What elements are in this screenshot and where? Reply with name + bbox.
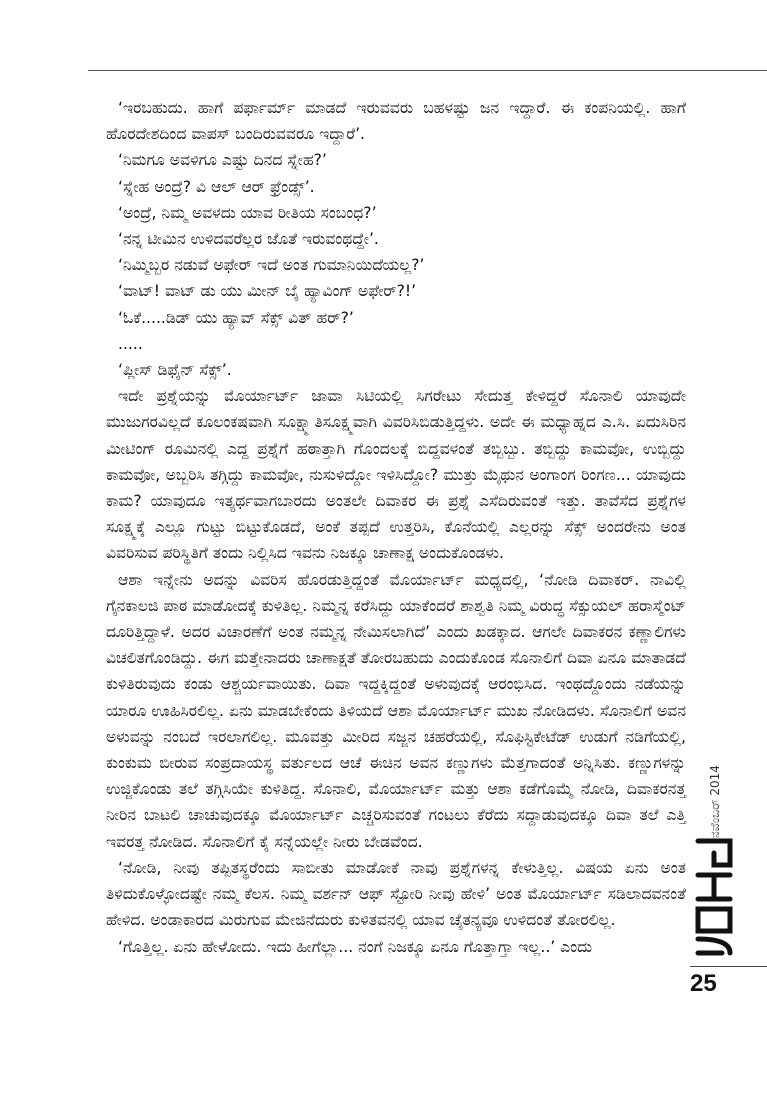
article-paragraph: ..... <box>118 334 143 353</box>
article-body <box>106 95 686 960</box>
issue-date: ನವೆಂಬರ್ 2014 <box>708 765 722 838</box>
article-paragraph: ‘ನಿಮ್ಮಿಬ್ಬರ ನಡುವೆ ಅಫೇರ್ ಇದೆ ಅಂತ ಗುಮಾನಿಯಿದೆಯಲ್ಲ?’ <box>118 256 425 275</box>
top-rule <box>88 70 767 71</box>
magazine-sidebar <box>692 835 736 959</box>
article-paragraph: ಇದೇ ಪ್ರಶ್ನೆಯನ್ನು ಮೊರ್ಯಾರ್ಟ್ ಜಾವಾ ಸಿಟಿಯಲ್ಲಿ ಸಿಗರೇಟು ಸೇದುತ್ತ ಕೇಳಿದ್ದರೆ ಸೊನಾಲಿ ಯಾವುದೇ ಮುಜುಗರವಿಲ್ಲದೆ ಕೂಲಂಕಷವಾಗಿ ಸೂಕ್ಷ್ಮಾತಿಸೂಕ್ಷ್ಮವಾಗಿ ವಿವರಿಸಿಬಿಡುತ್ತಿದ್ದಳು. ಅದೇ ಈ ಮಧ್ಯಾಹ್ನದ ಎ.ಸಿ. ಏದುಸಿರಿನ ಮೀಟಿಂಗ್ ರೂಮಿನಲ್ಲಿ ಎದ್ದ ಪ್ರಶ್ನೆಗೆ ಹಠಾತ್ತಾಗಿ ಗೊಂದಲಕ್ಕೆ ಬಿದ್ದವಳಂತೆ ತಬ್ಬಿಬ್ಬು. ತಬ್ಬಿದ್ದು ಕಾಮವೋ, ಉಬ್ಬಿದ್ದು ಕಾಮವೋ, ಅಬ್ಬರಿಸಿ ತಗ್ಗಿದ್ದು ಕಾಮವೋ, ನುಸುಳಿದ್ದೋ ಇಳಿಸಿದ್ದೋ? ಮುತ್ತು ಮೈಥುನ ಅಂಗಾಂಗ ರಿಂಗಣ... ಯಾವುದು ಕಾಮ? ಯಾವುದೂ ಇತ್ಯರ್ಥವಾಗಬಾರದು ಅಂತಲೇ ದಿವಾಕರ ಈ ಪ್ರಶ್ನೆ ಎಸೆದಿರುವಂತೆ ಇತ್ತು. ತಾವೆಸೆದ ಪ್ರಶ್ನೆಗಳ ಸೂಕ್ಷ್ಮಕ್ಕೆ ಎಲ್ಲೂ ಗುಟ್ಟು ಬಿಟ್ಟುಕೊಡದೆ, ಅಂಕೆ ತಪ್ಪದೆ ಉತ್ತರಿಸಿ, ಕೊನೆಯಲ್ಲಿ ಎಲ್ಲರನ್ನು ಸೆಕ್ಸ್ ಅಂದರೇನು ಅಂತ ವಿವರಿಸುವ ಪರಿಸ್ಥಿತಿಗೆ ತಂದು ನಿಲ್ಲಿಸಿದ ಇವನು ನಿಜಕ್ಕೂ ಚಾಣಾಕ್ಷ ಅಂದುಕೊಂಡಳು. <box>106 387 686 563</box>
article-paragraph: ‘ಗೊತ್ತಿಲ್ಲ. ಏನು ಹೇಳೋದು. ಇದು ಹೀಗೆಲ್ಲಾ... ನಂಗೆ ನಿಜಕ್ಕೂ ಏನೂ ಗೊತ್ತಾಗ್ತಾ ಇಲ್ಲ..’ ಎಂದು <box>118 937 593 956</box>
article-paragraph: ‘ವಾಟ್! ವಾಟ್ ಡು ಯು ಮೀನ್ ಬೈ ಹ್ಯಾವಿಂಗ್ ಅಫೇರ್?!’ <box>118 282 417 301</box>
article-paragraph: ‘ಪ್ಲೀಸ್ ಡಿಫೈನ್ ಸೆಕ್ಸ್’. <box>118 361 232 380</box>
article-paragraph: ‘ನನ್ನ ಟೀಮಿನ ಉಳಿದವರೆಲ್ಲರ ಜೊತೆ ಇರುವಂಥದ್ದೇ’. <box>118 230 379 249</box>
bottom-rule <box>690 966 767 967</box>
article-paragraph: ‘ನಿಮಗೂ ಅವಳಿಗೂ ಎಷ್ಟು ದಿನದ ಸ್ನೇಹ?’ <box>118 151 327 170</box>
article-paragraph: ‘ಓಕೆ.....ಡಿಡ್ ಯು ಹ್ಯಾವ್ ಸೆಕ್ಸ್ ವಿತ್ ಹರ್?’ <box>118 308 354 327</box>
page-number: 25 <box>690 970 717 997</box>
article-paragraph: ಆಶಾ ಇನ್ನೇನು ಅದನ್ನು ವಿವರಿಸ ಹೊರಡುತ್ತಿದ್ದಂತೆ ಮೊರ್ಯಾರ್ಟ್ ಮಧ್ಯದಲ್ಲಿ, ‘ನೋಡಿ ದಿವಾಕರ್. ನಾವಿಲ್ಲಿ ಗೈನಕಾಲಜಿ ಪಾಠ ಮಾಡೋದಕ್ಕೆ ಕುಳಿತಿಲ್ಲ. ನಿಮ್ಮನ್ನ ಕರೆಸಿದ್ದು ಯಾಕೆಂದರೆ ಶಾಶ್ವತಿ ನಿಮ್ಮ ವಿರುದ್ಧ ಸೆಕ್ಸುಯಲ್ ಹರಾಸ್ಮೆಂಟ್ ದೂರಿತ್ತಿದ್ದಾಳೆ. ಅದರ ವಿಚಾರಣೆಗೆ ಅಂತ ನಮ್ಮನ್ನ ನೇಮಿಸಲಾಗಿದೆ’ ಎಂದು ಖಡಕ್ಕಾದ. ಆಗಲೇ ದಿವಾಕರನ ಕಣ್ಣಾಲಿಗಳು ವಿಚಲಿತಗೊಂಡಿದ್ದು. ಈಗ ಮತ್ತೇನಾದರು ಚಾಣಾಕ್ಷತೆ ತೋರಬಹುದು ಎಂದುಕೊಂಡ ಸೊನಾಲಿಗೆ ದಿವಾ ಏನೂ ಮಾತಾಡದೆ ಕುಳಿತಿರುವುದು ಕಂಡು ಆಶ್ಚರ್ಯವಾಯಿತು. ದಿವಾ ಇದ್ದಕ್ಕಿದ್ದಂತೆ ಅಳುವುದಕ್ಕೆ ಆರಂಭಿಸಿದ. ಇಂಥದ್ದೊಂದು ನಡೆಯನ್ನು ಯಾರೂ ಊಹಿಸಿರಲಿಲ್ಲ. ಏನು ಮಾಡಬೇಕೆಂದು ತಿಳಿಯದೆ ಆಶಾ ಮೊರ್ಯಾರ್ಟ್ ಮುಖ ನೋಡಿದಳು. ಸೊನಾಲಿಗೆ ಅವನ ಅಳುವನ್ನು ನಂಬದೆ ಇರಲಾಗಲಿಲ್ಲ. ಮೂವತ್ತು ಮೀರಿದ ಸಜ್ಜನ ಚಹರೆಯಲ್ಲಿ, ಸೊಫಿಸ್ಟಿಕೇಟೆಡ್ ಉಡುಗೆ ನಡಿಗೆಯಲ್ಲಿ, ಕುಂಕುಮ ಬೀರುವ ಸಂಪ್ರದಾಯಸ್ಥ ವರ್ತುಲದ ಆಚೆ ಈಚಿನ ಅವನ ಕಣ್ಣುಗಳು ಮೆತ್ತಗಾದಂತೆ ಅನ್ನಿಸಿತು. ಕಣ್ಣುಗಳನ್ನು ಉಜ್ಜಿಕೊಂಡು ತಲೆ ತಗ್ಗಿಸಿಯೇ ಕುಳಿತಿದ್ದ. ಸೊನಾಲಿ, ಮೊರ್ಯಾರ್ಟ್ ಮತ್ತು ಆಶಾ ಕಡೆಗೊಮ್ಮೆ ನೋಡಿ, ದಿವಾಕರನತ್ತ ನೀರಿನ ಬಾಟಲಿ ಚಾಚುವುದಕ್ಕೂ ಮೊರ್ಯಾರ್ಟ್ ಎಚ್ಚರಿಸುವಂತೆ ಗಂಟಲು ಕೆರೆದು ಸದ್ದಾಡುವುದಕ್ಕೂ ದಿವಾ ತಲೆ ಎತ್ತಿ ಇವರತ್ತ ನೋಡಿದ. ಸೊನಾಲಿಗೆ ಕೈ ಸನ್ನೆಯಲ್ಲೇ ನೀರು ಬೇಡವೆಂದ. <box>106 570 686 851</box>
article-paragraph: ‘ಸ್ನೇಹ ಅಂದ್ರೆ? ವಿ ಆಲ್ ಆರ್ ಫ್ರೆಂಡ್ಸ್’. <box>118 177 315 196</box>
article-paragraph: ‘ನೋಡಿ, ನೀವು ತಪ್ಪಿತಸ್ಥರೆಂದು ಸಾಬೀತು ಮಾಡೋಕೆ ನಾವು ಪ್ರಶ್ನೆಗಳನ್ನ ಕೇಳುತ್ತಿಲ್ಲ. ವಿಷಯ ಏನು ಅಂತ ತಿಳಿದುಕೊಳ್ಳೋದಷ್ಟೇ ನಮ್ಮ ಕೆಲಸ. ನಿಮ್ಮ ವರ್ಶನ್ ಆಫ್ ಸ್ಟೋರಿ ನೀವು ಹೇಳಿ’ ಅಂತ ಮೊರ್ಯಾರ್ಟ್ ಸಡಿಲಾದವನಂತೆ ಹೇಳಿದ. ಅಂಡಾಕಾರದ ಮಿರುಗುವ ಮೇಜಿನೆದುರು ಕುಳಿತವನಲ್ಲಿ ಯಾವ ಚೈತನ್ಯವೂ ಉಳಿದಂತೆ ತೋರಲಿಲ್ಲ. <box>106 858 686 930</box>
magazine-logo <box>692 835 736 959</box>
article-paragraph: ‘ಅಂದ್ರೆ, ನಿಮ್ಮ ಅವಳದು ಯಾವ ರೀತಿಯ ಸಂಬಂಧ?’ <box>118 203 377 222</box>
article-paragraph: ‘ಇರಬಹುದು. ಹಾಗೆ ಪರ್ಫಾರ್ಮ್ ಮಾಡದೆ ಇರುವವರು ಬಹಳಷ್ಟು ಜನ ಇದ್ದಾರೆ. ಈ ಕಂಪನಿಯಲ್ಲಿ. ಹಾಗೆ ಹೊರದೇಶದಿಂದ ವಾಪಸ್ ಬಂದಿರುವವರೂ ಇದ್ದಾರೆ’. <box>106 99 686 144</box>
